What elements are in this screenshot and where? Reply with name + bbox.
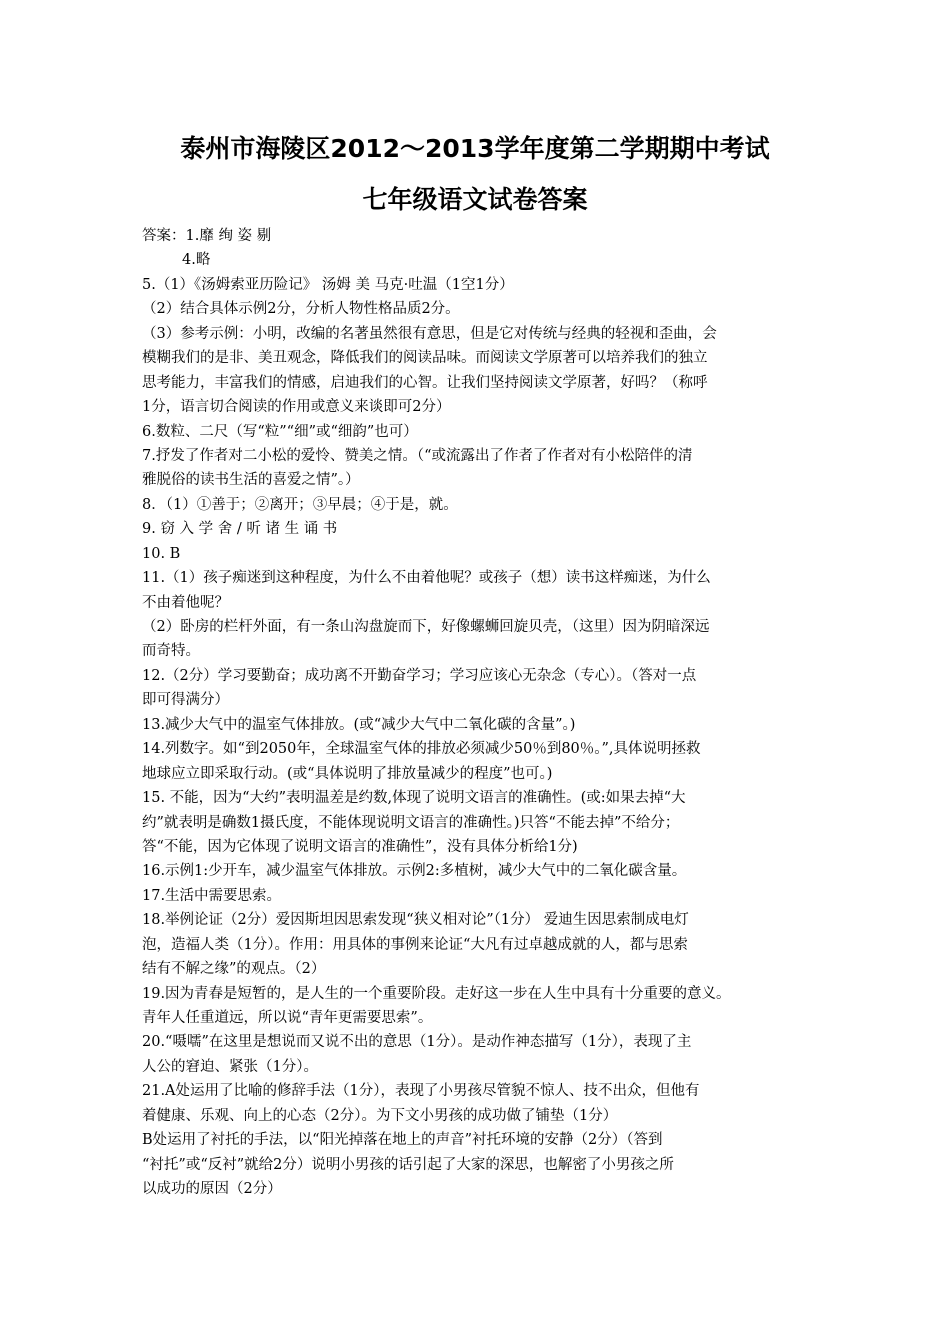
answer-line: 答“不能，因为它体现了说明文语言的准确性”，没有具体分析给1分) xyxy=(142,838,578,855)
answer-body xyxy=(142,224,822,1202)
answer-line: （3）参考示例：小明，改编的名著虽然很有意思，但是它对传统与经典的轻视和歪曲，会 xyxy=(142,325,717,342)
answer-line: 地球应立即采取行动。(或“具体说明了排放量减少的程度”也可。) xyxy=(142,765,553,782)
answer-line: 约”就表明是确数1摄氏度，不能体现说明文语言的准确性。)只答“不能去掉”不给分； xyxy=(142,814,680,831)
answer-line: 以成功的原因（2分） xyxy=(142,1181,282,1198)
answer-line: 16.示例1:少开车，减少温室气体排放。示例2:多植树，减少大气中的二氧化碳含量。 xyxy=(142,863,687,880)
answer-line: 6.数粒、二尺（写“粒”“细”或“细韵”也可） xyxy=(142,423,418,440)
answer-line: 19.因为青春是短暂的，是人生的一个重要阶段。走好这一步在人生中具有十分重要的意义。 xyxy=(142,985,731,1002)
answer-line: 13.减少大气中的温室气体排放。(或“减少大气中二氧化碳的含量”。) xyxy=(142,716,576,733)
answer-line: 不由着他呢？ xyxy=(142,594,229,611)
answer-line: “衬托”或“反衬”就给2分）说明小男孩的话引起了大家的深思，也解密了小男孩之所 xyxy=(142,1156,674,1173)
answer-line: 着健康、乐观、向上的心态（2分）。为下文小男孩的成功做了铺垫（1分） xyxy=(142,1107,618,1124)
answer-line: 11.（1）孩子痴迷到这种程度，为什么不由着他呢？或孩子（想）读书这样痴迷，为什么 xyxy=(142,570,711,587)
answer-line: 即可得满分） xyxy=(142,692,229,709)
answer-line: B处运用了衬托的手法，以“阳光掉落在地上的声音”衬托环境的安静（2分）（答到 xyxy=(142,1132,663,1149)
answer-line: 青年人任重道远，所以说“青年更需要思索”。 xyxy=(142,1010,433,1026)
answer-line: 21.A处运用了比喻的修辞手法（1分），表现了小男孩尽管貌不惊人、技不出众，但他有 xyxy=(142,1083,700,1100)
document-title: 泰州市海陵区2012～2013学年度第二学期期中考试 xyxy=(180,134,770,163)
answer-line: 雅脱俗的读书生活的喜爱之情”。） xyxy=(142,472,360,489)
answer-line: 人公的窘迫、紧张（1分）。 xyxy=(142,1058,318,1075)
answer-line: （2）结合具体示例2分，分析人物性格品质2分。 xyxy=(142,301,460,318)
answer-line: 20.“嗫嚅”在这里是想说而又说不出的意思（1分）。是动作神态描写（1分），表现了主 xyxy=(142,1034,692,1051)
answer-line: 4.略 xyxy=(182,252,211,269)
answer-line: 9. 窃 入 学 舍 / 听 诸 生 诵 书 xyxy=(142,521,338,538)
answer-line: 10. B xyxy=(142,545,181,562)
answer-line: 思考能力，丰富我们的情感，启迪我们的心智。让我们坚持阅读文学原著，好吗？（称呼 xyxy=(142,374,708,391)
answer-line: 答案：1.靡 绚 姿 剔 xyxy=(142,228,272,244)
answer-line: 5.（1）《汤姆索亚历险记》 汤姆 美 马克·吐温（1空1分） xyxy=(142,276,514,293)
answer-line: 泡，造福人类（1分）。作用：用具体的事例来论证“大凡有过卓越成就的人，都与思索 xyxy=(142,936,688,953)
answer-line: 14.列数字。如“到2050年，全球温室气体的排放必须减少50％到80％。”,具体说明拯救 xyxy=(142,741,701,758)
answer-line: 7.抒发了作者对二小松的爱怜、赞美之情。（“或流露出了作者了作者对有小松陪伴的清 xyxy=(142,447,693,464)
answer-line: 1分，语言切合阅读的作用或意义来谈即可2分） xyxy=(142,399,451,416)
answer-line: 17.生活中需要思索。 xyxy=(142,887,282,904)
answer-line: 而奇特。 xyxy=(142,643,200,660)
document-subtitle: 七年级语文试卷答案 xyxy=(362,185,588,214)
answer-line: 12.（2分）学习要勤奋；成功离不开勤奋学习；学习应该心无杂念（专心）。（答对一点 xyxy=(142,667,697,684)
answer-line: 18.举例论证（2分）爱因斯坦因思索发现“狭义相对论”（1分） 爱迪生因思索制成电灯 xyxy=(142,912,689,929)
answer-line: 15. 不能，因为“大约”表明温差是约数,体现了说明文语言的准确性。(或:如果去掉“大 xyxy=(142,790,686,807)
answer-line: 8．（1）①善于；②离开；③早晨；④于是，就。 xyxy=(142,496,458,513)
answer-line: （2）卧房的栏杆外面，有一条山沟盘旋而下，好像螺蛳回旋贝壳，（这里）因为阴暗深远 xyxy=(142,619,710,635)
answer-line: 结有不解之缘”的观点。（2） xyxy=(142,961,326,978)
answer-line: 模糊我们的是非、美丑观念，降低我们的阅读品味。而阅读文学原著可以培养我们的独立 xyxy=(142,350,708,367)
